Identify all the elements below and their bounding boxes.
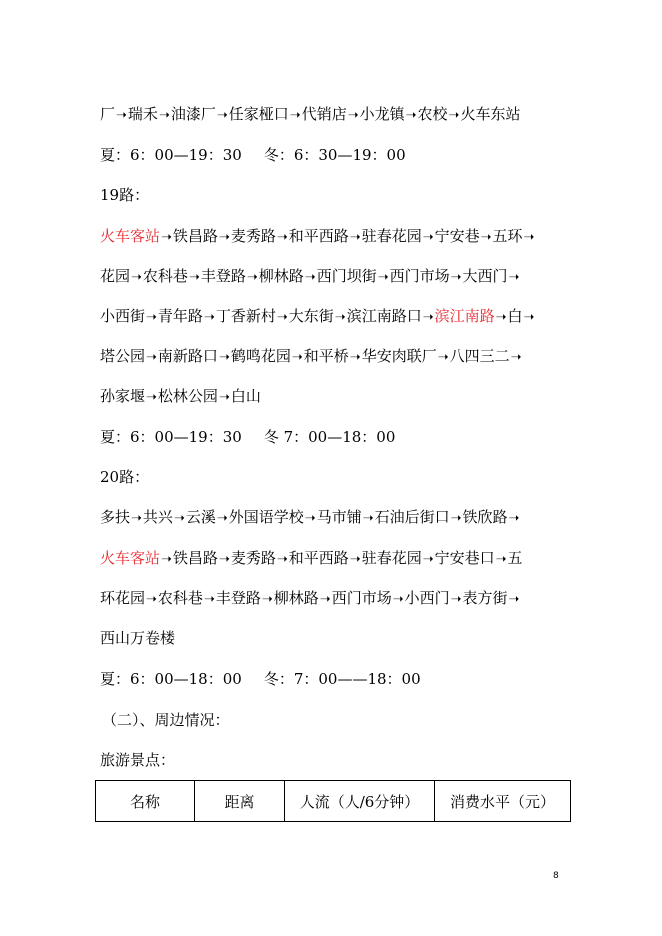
arrow-right-icon: ➝ [508, 592, 520, 607]
header-flow: 人流（人/6分钟） [285, 781, 435, 822]
arrow-right-icon: ➝ [437, 350, 449, 365]
arrow-right-icon: ➝ [349, 230, 361, 245]
arrow-right-icon: ➝ [304, 511, 316, 526]
stop-name: 宁安巷 [434, 227, 480, 245]
arrow-right-icon: ➝ [349, 552, 361, 567]
stop-name: 丰登路 [200, 267, 246, 285]
header-distance: 距离 [195, 781, 285, 822]
stop-name: 油漆厂 [170, 105, 216, 123]
stop-name: 大东街 [288, 307, 334, 325]
stop-name: 任家桠口 [228, 105, 289, 123]
stop-name: 驻春花园 [361, 549, 422, 567]
arrow-right-icon: ➝ [523, 310, 535, 325]
route19-line-5 [100, 386, 261, 408]
stop-name: 鹤鸣花园 [230, 347, 291, 365]
arrow-right-icon: ➝ [377, 270, 389, 285]
route18-tail-line [100, 104, 520, 126]
route20-line-3 [100, 588, 520, 610]
tourism-table [95, 780, 571, 822]
stop-name: 八四三二 [449, 347, 510, 365]
arrow-right-icon: ➝ [334, 310, 346, 325]
route20-line-1 [100, 507, 520, 529]
stop-name: 厂 [100, 105, 116, 123]
stop-name: 南新路口 [157, 347, 218, 365]
stop-name: 丁香新村 [215, 307, 276, 325]
stop-name: 五 [507, 549, 523, 567]
arrow-right-icon: ➝ [362, 511, 374, 526]
route19-line-1 [100, 226, 535, 248]
route19-summer: 夏：6：00—19：30 [100, 428, 242, 446]
arrow-right-icon: ➝ [218, 230, 230, 245]
arrow-right-icon: ➝ [480, 230, 492, 245]
route20-schedule [100, 669, 421, 689]
stop-name: 共兴 [142, 508, 173, 526]
arrow-right-icon: ➝ [422, 310, 434, 325]
route18-summer: 夏：6：00—19：30 [100, 146, 242, 164]
arrow-right-icon: ➝ [422, 230, 434, 245]
route20-winter: 冬：7：00——18：00 [263, 670, 421, 688]
tourism-label: 旅游景点： [100, 751, 176, 769]
route20-summer: 夏：6：00—18：00 [100, 670, 242, 688]
route19-line-3 [100, 306, 535, 328]
arrow-right-icon: ➝ [276, 310, 288, 325]
route19-schedule [100, 427, 395, 447]
stop-name: 火车客站 [100, 227, 161, 245]
stop-name: 表方街 [462, 589, 508, 607]
route18-schedule [100, 145, 406, 165]
arrow-right-icon: ➝ [131, 511, 142, 526]
stop-name: 农科巷 [142, 267, 188, 285]
stop-name: 白 [507, 307, 523, 325]
arrow-right-icon: ➝ [495, 552, 507, 567]
stop-name: 火车客站 [100, 549, 161, 567]
stop-name: 柳林路 [258, 267, 304, 285]
arrow-right-icon: ➝ [218, 350, 230, 365]
stop-name: 丰登路 [215, 589, 261, 607]
route19-winter: 冬 7：00—18：00 [263, 428, 396, 446]
arrow-right-icon: ➝ [216, 511, 228, 526]
arrow-right-icon: ➝ [146, 350, 157, 365]
stop-name: 云溪 [185, 508, 216, 526]
stop-name: 花园 [100, 267, 131, 285]
stop-name: 多扶 [100, 508, 131, 526]
arrow-right-icon: ➝ [161, 230, 172, 245]
arrow-right-icon: ➝ [218, 390, 230, 405]
arrow-right-icon: ➝ [218, 552, 230, 567]
arrow-right-icon: ➝ [188, 270, 200, 285]
arrow-right-icon: ➝ [289, 108, 301, 123]
arrow-right-icon: ➝ [158, 108, 170, 123]
stop-name: 滨江南路口 [346, 307, 422, 325]
stop-name: 马市铺 [316, 508, 362, 526]
stop-name: 白山 [230, 387, 261, 405]
arrow-right-icon: ➝ [450, 592, 462, 607]
arrow-right-icon: ➝ [261, 592, 273, 607]
route18-winter: 冬：6：30—19：00 [263, 146, 406, 164]
stop-name: 滨江南路 [434, 307, 495, 325]
stop-name: 西门市场 [389, 267, 450, 285]
stop-name: 小西街 [100, 307, 146, 325]
arrow-right-icon: ➝ [347, 108, 359, 123]
header-name: 名称 [96, 781, 195, 822]
route19-line-2 [100, 266, 520, 288]
stop-name: 和平西路 [288, 227, 349, 245]
stop-name: 代销店 [301, 105, 347, 123]
stop-name: 华安肉联厂 [361, 347, 437, 365]
route19-title: 19路： [100, 186, 150, 204]
stop-name: 小龙镇 [359, 105, 405, 123]
stop-name: 西门市场 [331, 589, 392, 607]
stop-name: 环花园 [100, 589, 146, 607]
arrow-right-icon: ➝ [495, 310, 507, 325]
stop-name: 外国语学校 [228, 508, 304, 526]
stop-name: 西山万卷楼 [100, 629, 176, 647]
arrow-right-icon: ➝ [146, 592, 157, 607]
stop-name: 柳林路 [273, 589, 319, 607]
route20-line-4 [100, 628, 175, 648]
stop-name: 小西门 [404, 589, 450, 607]
arrow-right-icon: ➝ [392, 592, 404, 607]
arrow-right-icon: ➝ [203, 310, 215, 325]
arrow-right-icon: ➝ [131, 270, 142, 285]
arrow-right-icon: ➝ [216, 108, 228, 123]
arrow-right-icon: ➝ [510, 350, 522, 365]
stop-name: 火车东站 [460, 105, 521, 123]
stop-name: 青年路 [157, 307, 203, 325]
stop-name: 麦秀路 [230, 549, 276, 567]
stop-name: 和平桥 [303, 347, 349, 365]
arrow-right-icon: ➝ [448, 108, 460, 123]
stop-name: 松林公园 [157, 387, 218, 405]
stop-name: 农校 [417, 105, 448, 123]
stop-name: 农科巷 [157, 589, 203, 607]
section-heading: （二）、周边情况： [102, 711, 230, 729]
arrow-right-icon: ➝ [450, 270, 462, 285]
stop-name: 大西门 [462, 267, 508, 285]
stop-name: 铁昌路 [172, 227, 218, 245]
arrow-right-icon: ➝ [203, 592, 215, 607]
stop-name: 铁昌路 [172, 549, 218, 567]
stop-name: 驻春花园 [361, 227, 422, 245]
arrow-right-icon: ➝ [508, 270, 520, 285]
arrow-right-icon: ➝ [116, 108, 127, 123]
arrow-right-icon: ➝ [508, 511, 520, 526]
stop-name: 铁欣路 [462, 508, 508, 526]
arrow-right-icon: ➝ [349, 350, 361, 365]
stop-name: 五环 [492, 227, 523, 245]
arrow-right-icon: ➝ [173, 511, 185, 526]
stop-name: 和平西路 [288, 549, 349, 567]
arrow-right-icon: ➝ [146, 310, 157, 325]
arrow-right-icon: ➝ [319, 592, 331, 607]
arrow-right-icon: ➝ [450, 511, 462, 526]
arrow-right-icon: ➝ [146, 390, 157, 405]
arrow-right-icon: ➝ [246, 270, 258, 285]
stop-name: 孙家堰 [100, 387, 146, 405]
arrow-right-icon: ➝ [276, 552, 288, 567]
stop-name: 石油后街口 [374, 508, 450, 526]
route20-title: 20路： [100, 468, 150, 486]
stop-name: 宁安巷口 [434, 549, 495, 567]
page-number: 8 [553, 871, 559, 881]
arrow-right-icon: ➝ [405, 108, 417, 123]
stop-name: 塔公园 [100, 347, 146, 365]
arrow-right-icon: ➝ [523, 230, 535, 245]
arrow-right-icon: ➝ [161, 552, 172, 567]
table-header-row [96, 781, 571, 822]
header-spending: 消费水平（元） [435, 781, 571, 822]
stop-name: 麦秀路 [230, 227, 276, 245]
arrow-right-icon: ➝ [304, 270, 316, 285]
arrow-right-icon: ➝ [422, 552, 434, 567]
arrow-right-icon: ➝ [291, 350, 303, 365]
route20-line-2 [100, 548, 523, 570]
route19-line-4 [100, 346, 523, 368]
stop-name: 瑞禾 [127, 105, 158, 123]
stop-name: 西门坝街 [316, 267, 377, 285]
arrow-right-icon: ➝ [276, 230, 288, 245]
